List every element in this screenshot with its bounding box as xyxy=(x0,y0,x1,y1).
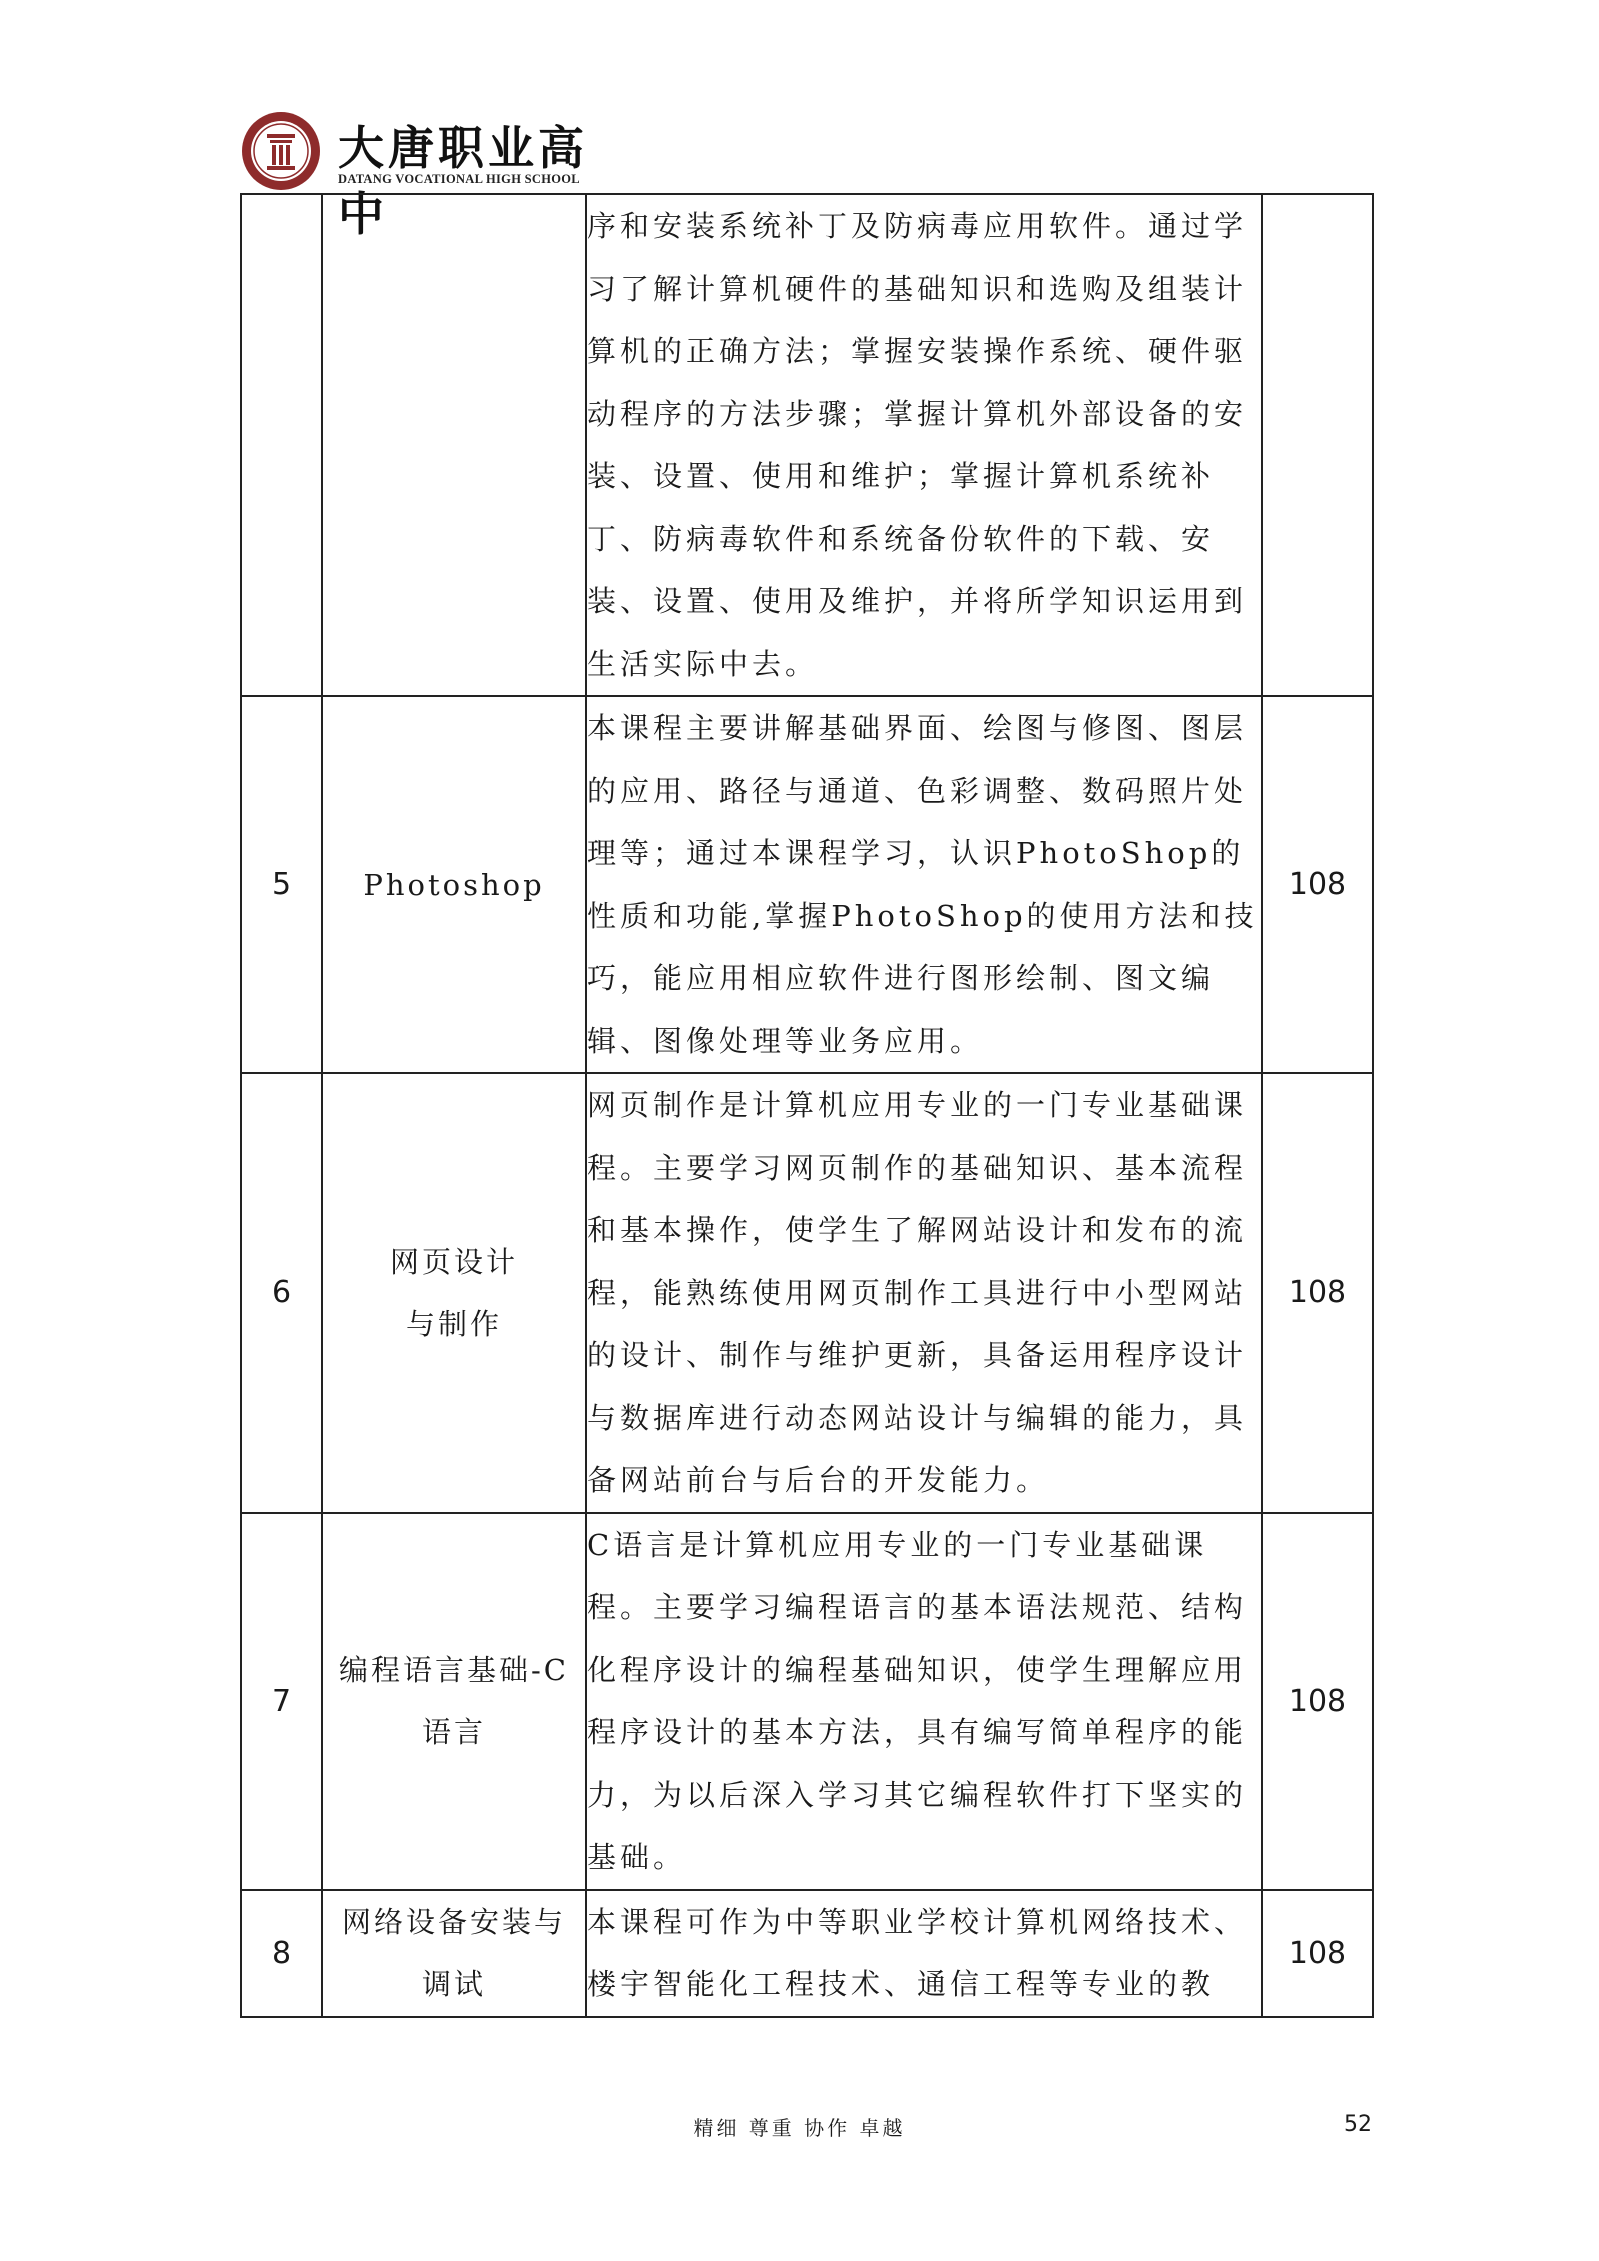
course-hours: 108 xyxy=(1262,1073,1373,1513)
course-description: 序和安装系统补丁及防病毒应用软件。通过学习了解计算机硬件的基础知识和选购及组装计算机的正确方法；掌握安装操作系统、硬件驱动程序的方法步骤；掌握计算机外部设备的安装、设置、使用和维护；掌握计算机系统补丁、防病毒软件和系统备份软件的下载、安装、设置、使用及维护，并将所学知识运用到生活实际中去。 xyxy=(586,194,1262,696)
school-logo-icon xyxy=(240,110,322,192)
school-name-cn: 大唐职业高中 xyxy=(338,121,588,241)
footer-motto: 精细 尊重 协作 卓越 xyxy=(693,2116,906,2140)
course-number: 8 xyxy=(241,1890,322,2017)
course-name xyxy=(322,696,586,1073)
page-header xyxy=(240,110,620,241)
course-name-line: 调试 xyxy=(421,1967,486,2001)
course-name-line: 与制作 xyxy=(405,1306,502,1341)
course-name xyxy=(322,194,586,696)
course-name-line: 编程语言基础-C xyxy=(339,1653,569,1687)
table-row xyxy=(241,194,1373,696)
course-name xyxy=(322,1890,586,2017)
course-hours: 108 xyxy=(1262,696,1373,1073)
course-name xyxy=(322,1513,586,1890)
course-name-line: 语言 xyxy=(421,1715,486,1749)
course-description: 本课程可作为中等职业学校计算机网络技术、楼宇智能化工程技术、通信工程等专业的教 xyxy=(586,1890,1262,2017)
table-row xyxy=(241,1513,1373,1890)
course-hours xyxy=(1262,194,1373,696)
course-description: C语言是计算机应用专业的一门专业基础课程。主要学习编程语言的基本语法规范、结构化程序设计的编程基础知识，使学生理解应用程序设计的基本方法，具有编写简单程序的能力，为以后深入学习其它编程软件打下坚实的基础。 xyxy=(586,1513,1262,1890)
course-name-line: 网络设备安装与 xyxy=(341,1905,566,1939)
course-number: 6 xyxy=(241,1073,322,1513)
course-hours: 108 xyxy=(1262,1513,1373,1890)
course-description: 本课程主要讲解基础界面、绘图与修图、图层的应用、路径与通道、色彩调整、数码照片处理等；通过本课程学习，认识PhotoShop的性质和功能,掌握PhotoShop的使用方法和技巧，能应用相应软件进行图形绘制、图文编辑、图像处理等业务应用。 xyxy=(586,696,1262,1073)
course-name-line: 网页设计 xyxy=(389,1244,518,1279)
course-table xyxy=(240,193,1374,2018)
school-name-en: DATANG VOCATIONAL HIGH SCHOOL xyxy=(338,172,580,186)
course-number: 7 xyxy=(241,1513,322,1890)
course-number: 5 xyxy=(241,696,322,1073)
course-name-line: Photoshop xyxy=(363,867,545,902)
table-row xyxy=(241,1073,1373,1513)
course-hours: 108 xyxy=(1262,1890,1373,2017)
course-number xyxy=(241,194,322,696)
page-number: 52 xyxy=(1344,2112,1372,2137)
table-row xyxy=(241,1890,1373,2017)
table-row xyxy=(241,696,1373,1073)
course-description: 网页制作是计算机应用专业的一门专业基础课程。主要学习网页制作的基础知识、基本流程和基本操作，使学生了解网站设计和发布的流程，能熟练使用网页制作工具进行中小型网站的设计、制作与维护更新，具备运用程序设计与数据库进行动态网站设计与编辑的能力，具备网站前台与后台的开发能力。 xyxy=(586,1073,1262,1513)
course-name xyxy=(322,1073,586,1513)
